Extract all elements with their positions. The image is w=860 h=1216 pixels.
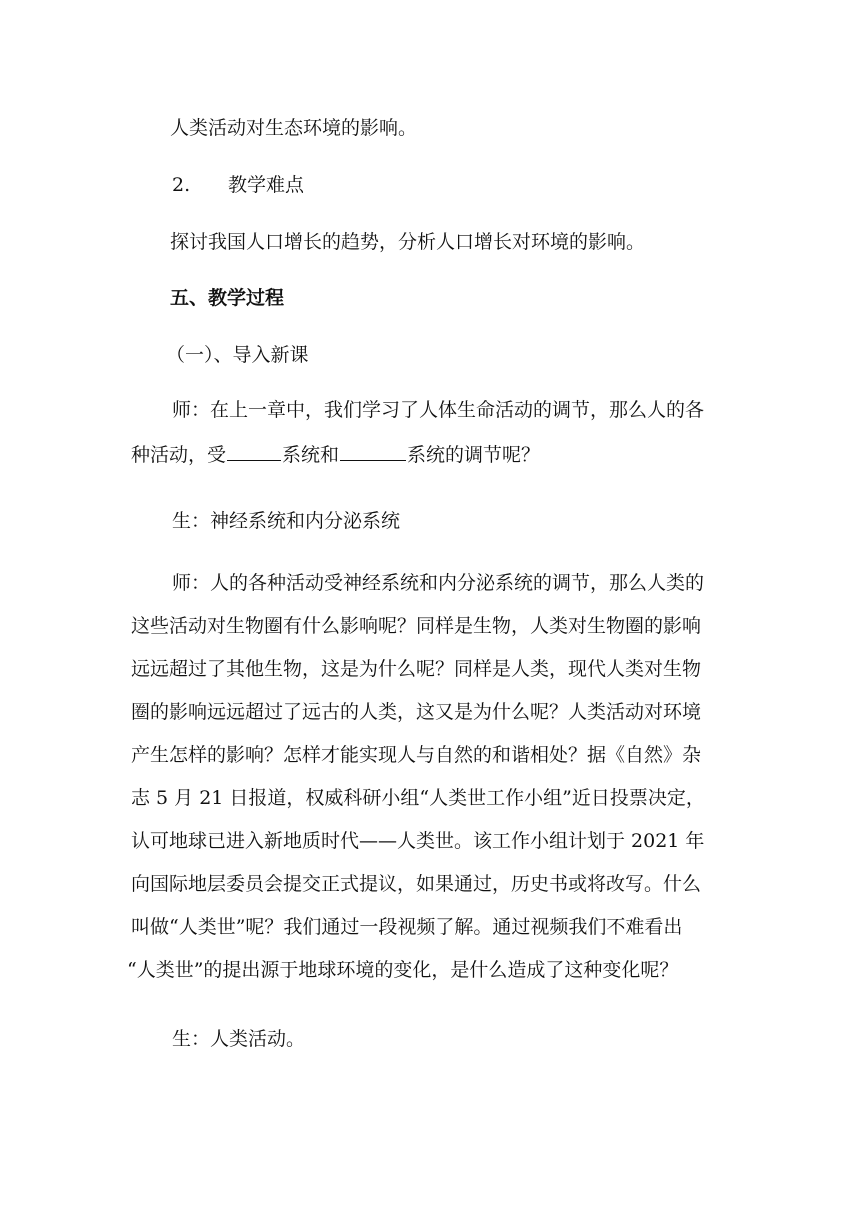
- difficulty-title: 教学难点: [228, 174, 305, 196]
- difficulty-number: 2.: [172, 174, 191, 196]
- teacher-question-2-line-2: 这些活动对生物圈有什么影响呢？同样是生物，人类对生物圈的影响: [131, 615, 702, 637]
- teacher-question-2-line-8: 向国际地层委员会提交正式提议，如果通过，历史书或将改写。什么: [131, 873, 702, 895]
- teacher-question-1-text-b: 系统和: [282, 444, 340, 466]
- teacher-question-1-line-2: [131, 441, 540, 467]
- teacher-question-2-line-3: 远远超过了其他生物，这是为什么呢？同样是人类，现代人类对生物: [131, 658, 702, 680]
- teacher-question-1-text-a: 种活动，受: [131, 444, 227, 466]
- section-five-heading: 五、教学过程: [170, 287, 285, 309]
- student-answer-2: 生：人类活动。: [172, 1028, 306, 1050]
- teacher-question-2-line-1: 师：人的各种活动受神经系统和内分泌系统的调节，那么人类的: [172, 572, 705, 594]
- difficulty-text: 探讨我国人口增长的趋势，分析人口增长对环境的影响。: [170, 231, 646, 253]
- teacher-question-1-line-1: 师：在上一章中，我们学习了人体生命活动的调节，那么人的各: [172, 399, 705, 421]
- teacher-question-2-line-5: 产生怎样的影响？怎样才能实现人与自然的和谐相处？据《自然》杂: [131, 744, 702, 766]
- teacher-question-2-line-4: 圈的影响远远超过了远古的人类，这又是为什么呢？人类活动对环境: [131, 701, 702, 723]
- subsection-one-heading: （一）、导入新课: [166, 344, 309, 366]
- teacher-question-2-line-10: “人类世”的提出源于地球环境的变化，是什么造成了这种变化呢？: [127, 959, 679, 981]
- student-answer-1: 生：神经系统和内分泌系统: [172, 510, 401, 532]
- teacher-question-2-line-6: 志 5 月 21 日报道，权威科研小组“人类世工作小组”近日投票决定，: [131, 787, 705, 809]
- teacher-question-1-text-c: 系统的调节呢？: [407, 444, 541, 466]
- focus-line: 人类活动对生态环境的影响。: [170, 117, 418, 139]
- teacher-question-2-line-9: 叫做“人类世”呢？我们通过一段视频了解。通过视频我们不难看出: [131, 916, 683, 938]
- fill-blank-2: [340, 441, 406, 461]
- fill-blank-1: [227, 441, 281, 461]
- difficulty-heading: [172, 173, 304, 197]
- teacher-question-2-line-7: 认可地球已进入新地质时代——人类世。该工作小组计划于 2021 年: [131, 830, 705, 852]
